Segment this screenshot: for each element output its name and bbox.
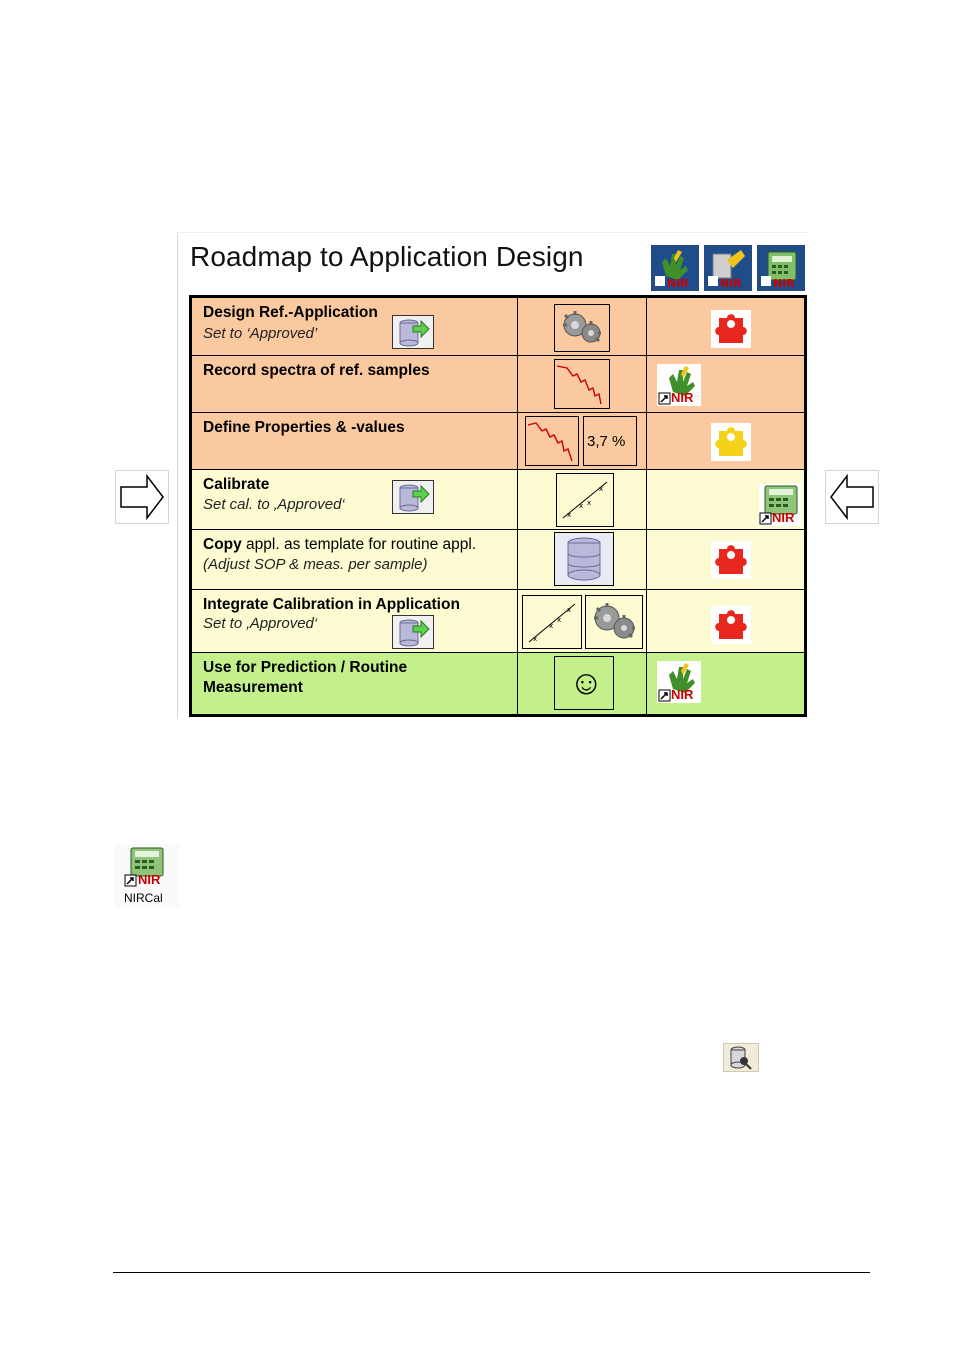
step-title: Design Ref.-Application: [203, 304, 378, 321]
svg-text:x: x: [567, 511, 572, 519]
red-puzzle-icon: [711, 541, 751, 579]
red-puzzle-icon: [711, 606, 751, 644]
nir-operator-toolbar-icon: [651, 245, 699, 291]
database-approve-icon: [392, 315, 434, 349]
property-value-box: [583, 416, 637, 466]
svg-text:x: x: [567, 606, 572, 614]
nircal-calculator-icon: [759, 484, 801, 526]
right-arrow-icon: [115, 470, 169, 524]
spectrum-icon: [525, 416, 579, 466]
svg-text:NIR: NIR: [720, 277, 742, 290]
gears-icon: [585, 595, 643, 649]
calibration-plot-icon: [522, 595, 582, 649]
step-subtitle: Set to ‚Approved‘: [203, 615, 318, 632]
step-subtitle: (Adjust SOP & meas. per sample): [203, 556, 428, 573]
svg-text:NIR: NIR: [773, 277, 795, 290]
table-row: [192, 356, 804, 413]
svg-text:x: x: [599, 485, 604, 493]
table-row: [192, 413, 804, 470]
database-approve-icon: [392, 615, 434, 649]
database-search-icon[interactable]: [723, 1043, 759, 1072]
step-title: Measurement: [203, 679, 303, 696]
step-subtitle: Set to ‘Approved’: [203, 325, 318, 342]
nircal-shortcut[interactable]: [115, 844, 179, 908]
nir-label: NIR: [671, 687, 694, 702]
step-title: Record spectra of ref. samples: [203, 362, 430, 379]
table-row: [192, 530, 804, 590]
calibration-plot-icon: [556, 473, 614, 527]
step-title: Define Properties & -values: [203, 419, 405, 436]
svg-text:x: x: [587, 499, 592, 507]
database-icon: [554, 532, 614, 586]
footer-rule: [113, 1272, 870, 1273]
nir-operator-icon: [657, 661, 701, 703]
smiley-box: [554, 656, 614, 710]
roadmap-figure: [177, 232, 808, 719]
figure-title: Roadmap to Application Design: [190, 241, 584, 272]
table-row: [192, 653, 804, 714]
step-subtitle: Set cal. to ‚Approved‘: [203, 496, 345, 513]
database-approve-icon: [392, 480, 434, 514]
svg-text:x: x: [549, 622, 554, 630]
step-title: Calibrate: [203, 476, 270, 493]
step-title: Copy appl. as template for routine appl.: [203, 536, 477, 553]
step-title: Use for Prediction / Routine: [203, 659, 408, 676]
nircal-label: NIRCal: [124, 891, 163, 905]
spectrum-icon: [554, 359, 610, 409]
nir-operator-icon: [657, 364, 701, 406]
nir-label: NIR: [138, 872, 161, 887]
nir-label: NIR: [772, 510, 795, 525]
smiley-icon: ☺: [569, 664, 604, 702]
nircal-calculator-icon: [123, 846, 169, 888]
yellow-puzzle-icon: [711, 423, 751, 461]
svg-text:x: x: [579, 502, 584, 510]
step-title: Integrate Calibration in Application: [203, 596, 460, 613]
roadmap-table: [189, 295, 807, 717]
red-puzzle-icon: [711, 310, 751, 348]
svg-text:NIR: NIR: [667, 277, 689, 290]
nir-label: NIR: [671, 390, 694, 405]
gears-icon: [554, 304, 610, 352]
nircal-toolbar-icon: [757, 245, 805, 291]
table-row: [192, 590, 804, 653]
table-row: [192, 298, 804, 356]
table-row: [192, 470, 804, 530]
svg-text:x: x: [557, 616, 562, 624]
svg-text:x: x: [533, 635, 538, 643]
left-arrow-icon: [825, 470, 879, 524]
nir-manager-toolbar-icon: [704, 245, 752, 291]
property-value: 3,7 %: [587, 433, 626, 450]
